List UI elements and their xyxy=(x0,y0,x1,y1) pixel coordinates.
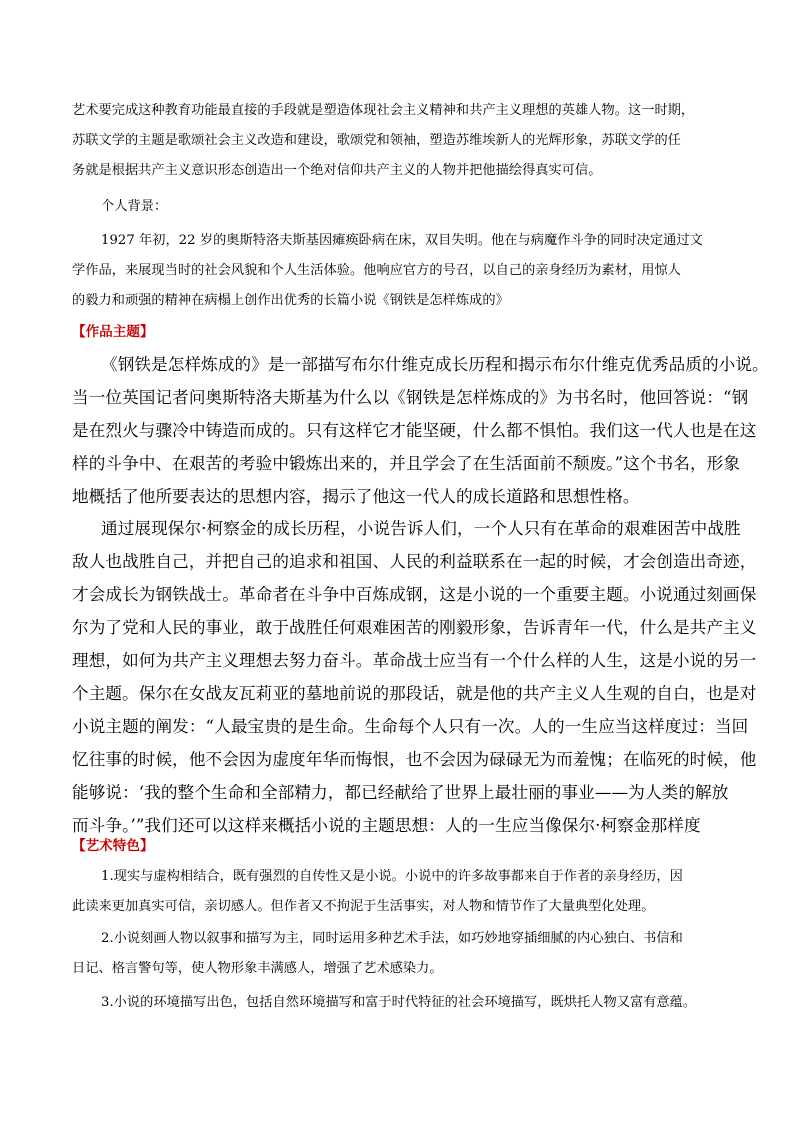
text-line: 1927 年初，22 岁的奥斯特洛夫斯基因瘫痪卧病在床，双目失明。他在与病魔作斗争的同时决定通过文 xyxy=(101,233,703,248)
text-line: 1.现实与虚构相结合，既有强烈的自传性又是小说。小说中的许多故事都来自于作者的亲身经历，因 xyxy=(101,869,683,884)
text-line: 务就是根据共产主义意识形态创造出一个绝对信仰共产主义的人物并把他描绘得真实可信。 xyxy=(72,163,602,178)
text-line: 样的斗争中、在艰苦的考验中锻炼出来的，并且学会了在生活面前不颓废。”这个书名，形象 xyxy=(72,454,741,473)
text-line: 艺术要完成这种教育功能最直接的手段就是塑造体现社会主义精神和共产主义理想的英雄人物。这一时期， xyxy=(72,103,695,118)
theme-section-heading: 【作品主题】 xyxy=(72,324,154,340)
text-line: 《钢铁是怎样炼成的》是一部描写布尔什维克成长历程和揭示布尔什维克优秀品质的小说。 xyxy=(101,355,769,374)
text-line: 理想，如何为共产主义理想去努力奋斗。革命战士应当有一个什么样的人生，这是小说的另一 xyxy=(72,651,757,670)
theme-paragraph-1 xyxy=(72,348,769,513)
text-line: 苏联文学的主题是歌颂社会主义改造和建设，歌颂党和领袖，塑造苏维埃新人的光辉形象，苏联文学的任 xyxy=(72,133,681,148)
art-item-3 xyxy=(72,988,724,1018)
text-line: 的毅力和顽强的精神在病榻上创作出优秀的长篇小说《钢铁是怎样炼成的》 xyxy=(72,293,509,308)
art-item-1 xyxy=(72,862,724,922)
text-line: 能够说：‘我的整个生命和全部精力，都已经献给了世界上最壮丽的事业——为人类的解放 xyxy=(72,783,729,802)
text-line: 小说主题的阐发：“人最宝贵的是生命。生命每个人只有一次。人的一生应当这样度过：当回 xyxy=(72,717,749,736)
art-item-2 xyxy=(72,924,724,984)
text-line: 而斗争。’”我们还可以这样来概括小说的主题思想：人的一生应当像保尔·柯察金那样度 xyxy=(72,816,701,835)
text-line: 当一位英国记者问奥斯特洛夫斯基为什么以《钢铁是怎样炼成的》为书名时，他回答说：“钢 xyxy=(72,388,749,407)
text-line: 学作品，来展现当时的社会风貌和个人生活体验。他响应官方的号召，以自己的亲身经历为素材，用惊人 xyxy=(72,263,681,278)
text-line: 忆往事的时候，他不会因为虚度年华而悔恨，也不会因为碌碌无为而羞愧；在临死的时候，他 xyxy=(72,750,757,769)
personal-background-paragraph xyxy=(72,226,724,316)
text-line: 2.小说刻画人物以叙事和描写为主，同时运用多种艺术手法，如巧妙地穿插细腻的内心独白、书信和 xyxy=(101,931,683,946)
text-line: 是在烈火与骤冷中铸造而成的。只有这样它才能坚硬，什么都不惧怕。我们这一代人也是在这 xyxy=(72,421,757,440)
text-line: 3.小说的环境描写出色，包括自然环境描写和富于时代特征的社会环境描写，既烘托人物又富有意蕴。 xyxy=(101,995,697,1010)
text-line: 才会成长为钢铁战士。革命者在斗争中百炼成钢，这是小说的一个重要主题。小说通过刻画保 xyxy=(72,585,757,604)
theme-paragraph-2 xyxy=(72,512,757,842)
text-line: 地概括了他所要表达的思想内容，揭示了他这一代人的成长道路和思想性格。 xyxy=(72,487,640,506)
text-line: 日记、格言警句等，使人物形象丰满感人，增强了艺术感染力。 xyxy=(72,961,443,976)
text-line: 敌人也战胜自己，并把自己的追求和祖国、人民的利益联系在一起的时候，才会创造出奇迹， xyxy=(72,552,757,571)
intro-paragraph xyxy=(72,96,724,186)
text-line: 通过展现保尔·柯察金的成长历程，小说告诉人们，一个人只有在革命的艰难困苦中战胜 xyxy=(101,519,741,538)
text-line: 尔为了党和人民的事业，敢于战胜任何艰难困苦的刚毅形象，告诉青年一代，什么是共产主义 xyxy=(72,618,757,637)
personal-background-title: 个人背景： xyxy=(101,199,168,214)
text-line: 此读来更加真实可信，亲切感人。但作者又不拘泥于生活事实，对人物和情节作了大量典型化处理。 xyxy=(72,899,655,914)
art-section-heading: 【艺术特色】 xyxy=(72,838,154,854)
text-line: 个主题。保尔在女战友瓦莉亚的墓地前说的那段话，就是他的共产主义人生观的自白，也是对 xyxy=(72,684,757,703)
